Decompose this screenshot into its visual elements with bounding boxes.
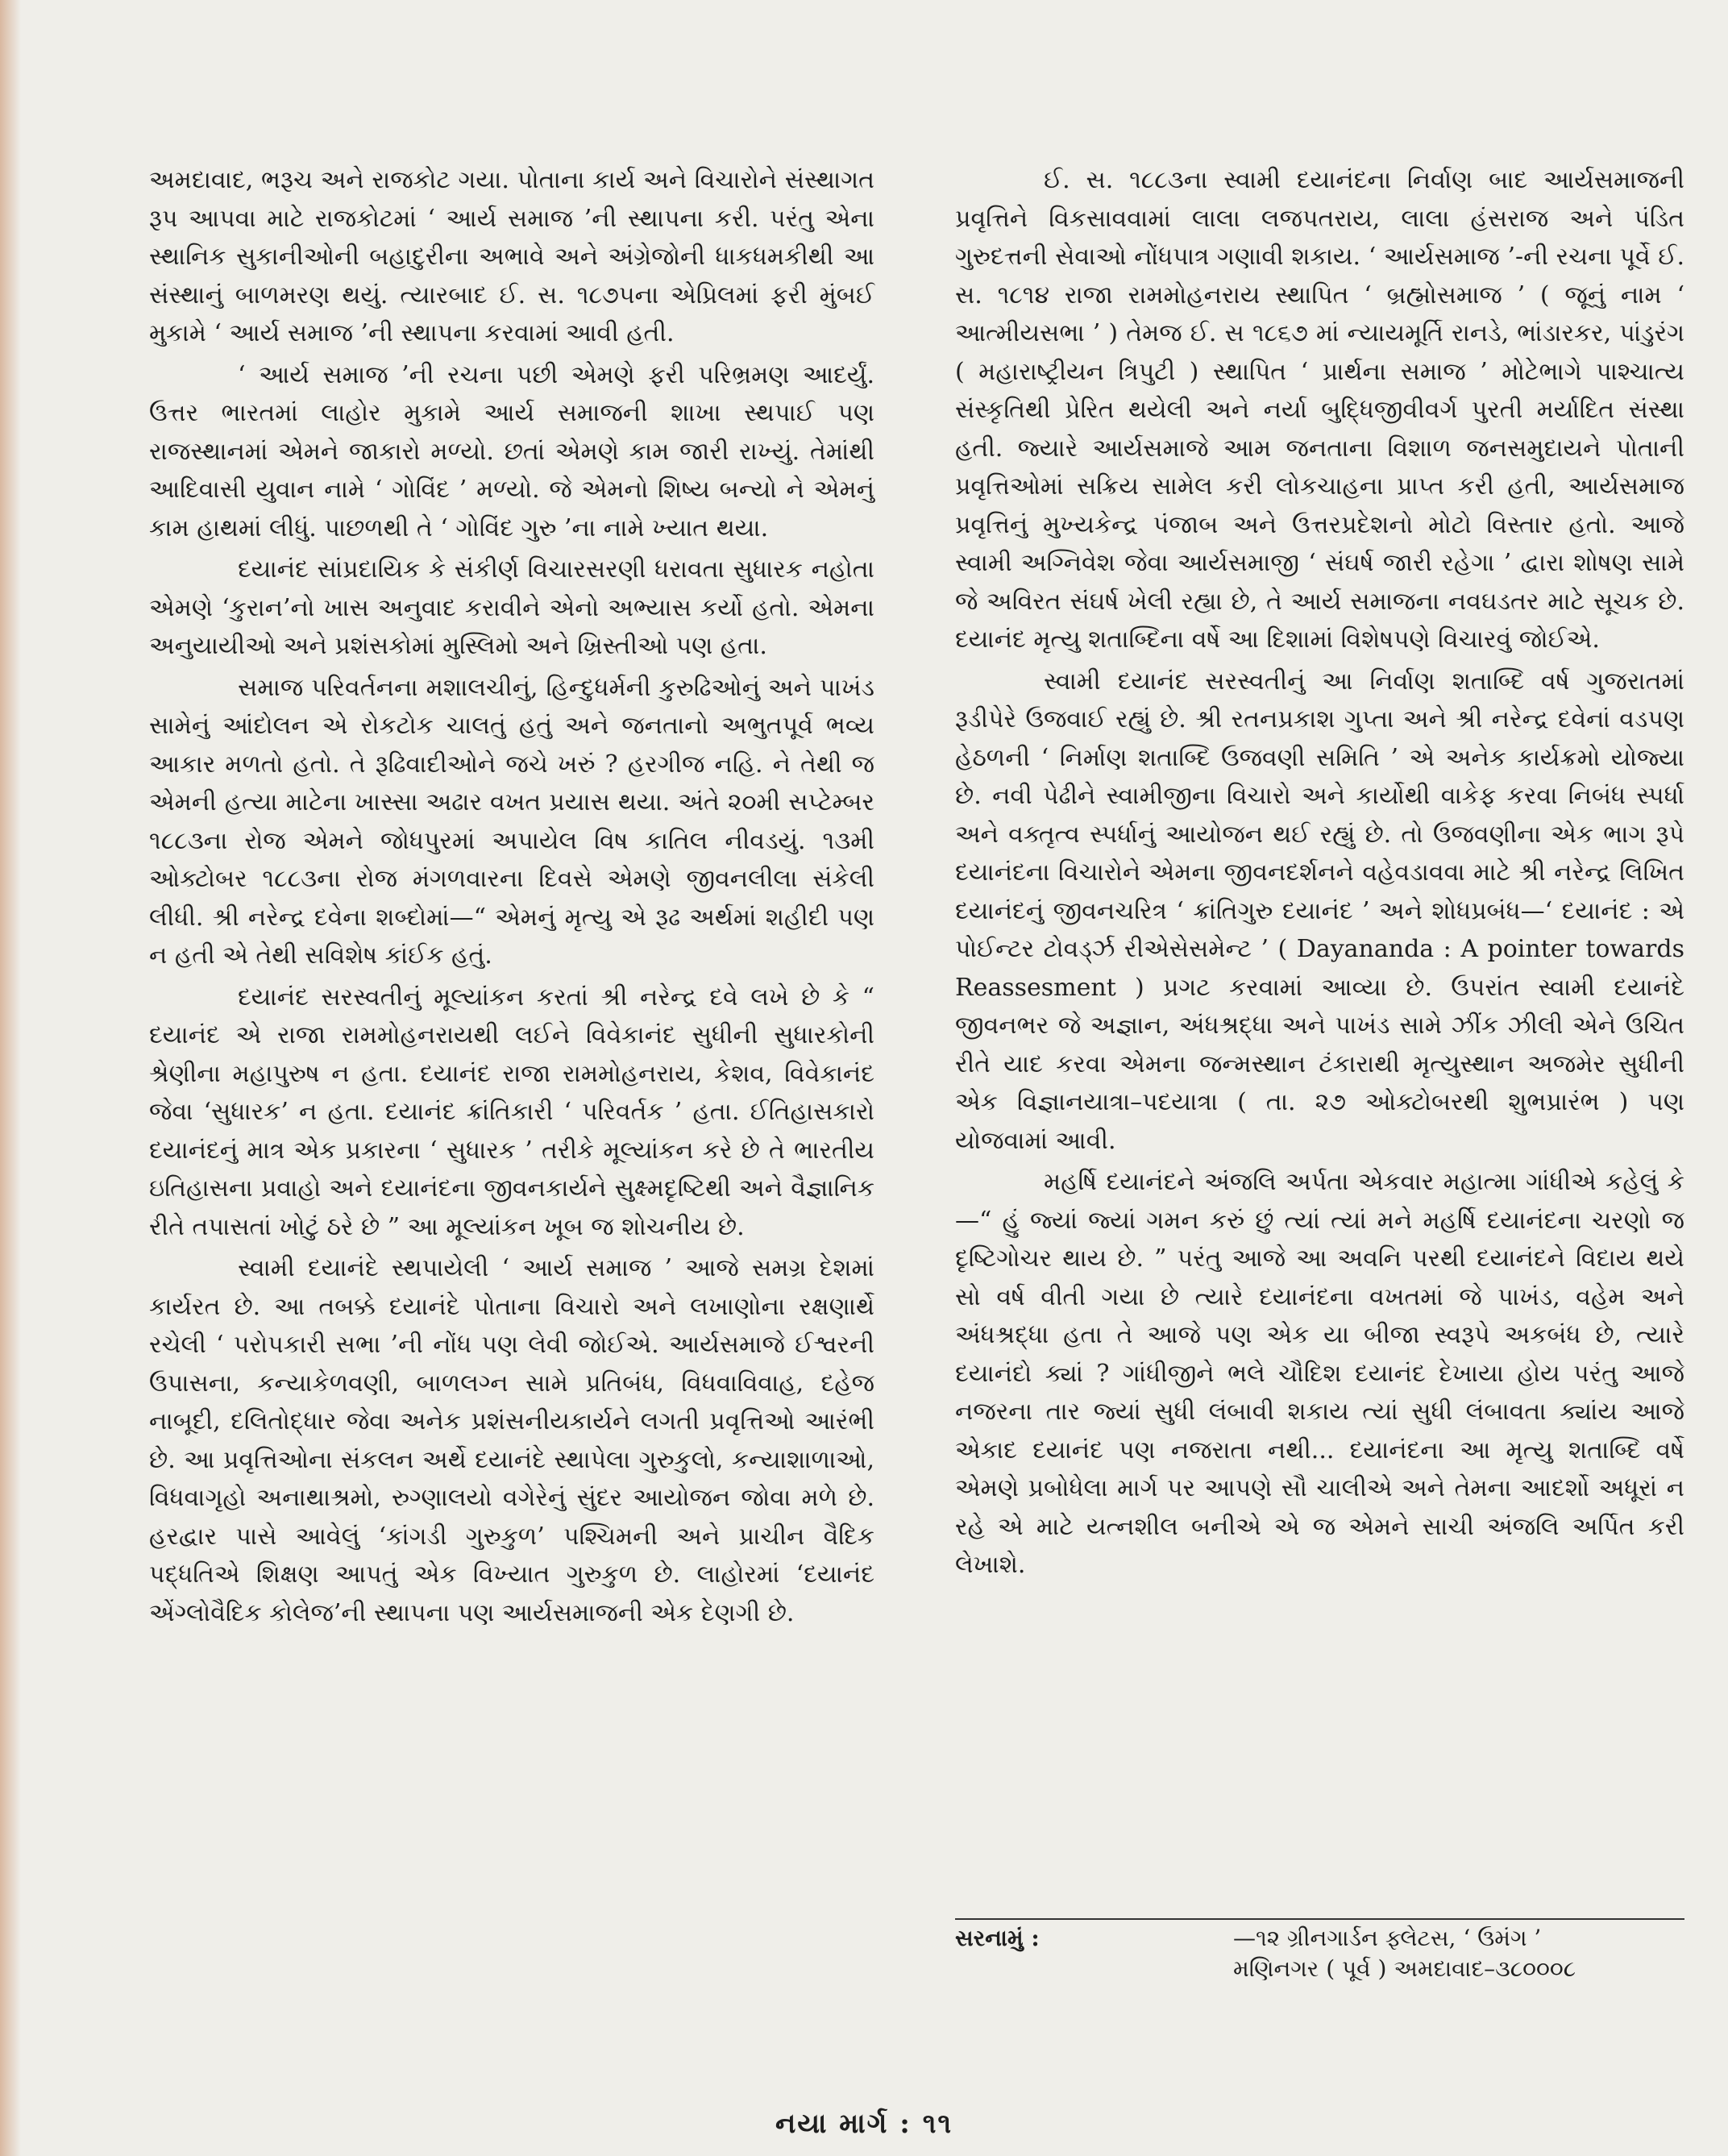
left-paragraph-4: સમાજ પરિવર્તનના મશાલચીનું, હિન્દુધર્મની કુરુઢિઓનું અને પાખંડ સામેનું આંદોલન એ રોકટોક ચાલતું હતું અને જનતાનો અભુતપૂર્વ ભવ્ય આકાર મળતો હતો. તે રૂઢિવાદીઓને જચે ખરું ? હરગીજ નહિ. ને તેથી જ એમની હત્યા માટેના ખાસ્સા અઢાર વખત પ્રયાસ થયા. અંતે ૨૦મી સપ્ટેમ્બર ૧૮૮૩ના રોજ એમને જોધપુરમાં અપાયેલ વિષ કાતિલ નીવડયું. ૧૩મી ઓક્ટોબર ૧૮૮૩ના રોજ મંગળવારના દિવસે એમણે જીવનલીલા સંકેલી લીધી. શ્રી નરેન્દ્ર દવેના શબ્દોમાં—“ એમનું મૃત્યુ એ રૂઢ અર્થમાં શહીદી પણ ન હતી એ તેથી સવિશેષ કાંઈક હતું. [149,673,874,970]
address-label: સરનામું : [955,1925,1040,1951]
right-paragraph-3: મહર્ષિ દયાનંદને અંજલિ અર્પતા એકવાર મહાત્મા ગાંધીએ કહેલું કે—“ હું જ્યાં જ્યાં ગમન કરું છું ત્યાં ત્યાં મને મહર્ષિ દયાનંદના ચરણો જ દૃષ્ટિગોચર થાય છે. ” પરંતુ આજે આ અવનિ પરથી દયાનંદને વિદાય થયે સો વર્ષ વીતી ગયા છે ત્યારે દયાનંદના વખતમાં જે પાખંડ, વહેમ અને અંધશ્રદ્ધા હતા તે આજે પણ એક યા બીજા સ્વરૂપે અકબંધ છે, ત્યારે દયાનંદો ક્યાં ? ગાંધીજીને ભલે ચૌદિશ દયાનંદ દેખાયા હોય પરંતુ આજે નજરના તાર જ્યાં સુધી લંબાવી શકાય ત્યાં સુધી લંબાવતા ક્યાંય આજે એકાદ દયાનંદ પણ નજરાતા નથી... દયાનંદના આ મૃત્યુ શતાબ્દિ વર્ષે એમણે પ્રબોધેલા માર્ગ પર આપણે સૌ ચાલીએ અને તેમના આદર્શો અધૂરાં ન રહે એ માટે યત્નશીલ બનીએ એ જ એમને સાચી અંજલિ અર્પિત કરી લેખાશે. [955,1168,1684,1579]
right-paragraph-2: સ્વામી દયાનંદ સરસ્વતીનું આ નિર્વાણ શતાબ્દિ વર્ષ ગુજરાતમાં રૂડીપેરે ઉજવાઈ રહ્યું છે. શ્રી રતનપ્રકાશ ગુપ્તા અને શ્રી નરેન્દ્ર દવેનાં વડપણ હેઠળની ‘ નિર્માણ શતાબ્દિ ઉજવણી સમિતિ ’ એ અનેક કાર્યક્રમો યોજ્યા છે. નવી પેઢીને સ્વામીજીના વિચારો અને કાર્યોથી વાકેફ કરવા નિબંધ સ્પર્ધા અને વક્તૃત્વ સ્પર્ધાનું આયોજન થઈ રહ્યું છે. તો ઉજવણીના એક ભાગ રૂપે દયાનંદના વિચારોને એમના જીવનદર્શનને વહેવડાવવા માટે શ્રી નરેન્દ્ર લિખિત દયાનંદનું જીવનચરિત્ર ‘ ક્રાંતિગુરુ દયાનંદ ’ અને શોધપ્રબંધ—‘ દયાનંદ : એ પોઈન્ટર ટોવર્ડ્ઝ રીએસેસમેન્ટ ’ ( Dayananda : A pointer towards Reassesment ) પ્રગટ કરવામાં આવ્યા છે. ઉપરાંત સ્વામી દયાનંદે જીવનભર જે અજ્ઞાન, અંધશ્રદ્ધા અને પાખંડ સામે ઝીંક ઝીલી એને ઉચિત રીતે યાદ કરવા એમના જન્મસ્થાન ટંકારાથી મૃત્યુસ્થાન અજમેર સુધીની એક વિજ્ઞાનયાત્રા–પદયાત્રા ( તા. ૨૭ ઓક્ટોબરથી શુભપ્રારંભ ) પણ યોજવામાં આવી. [955,667,1684,1155]
right-column [955,161,1684,1585]
page-footer: નયા માર્ગ : ૧૧ [775,2108,953,2140]
left-paragraph-3: દયાનંદ સાંપ્રદાયિક કે સંકીર્ણ વિચારસરણી ધરાવતા સુધારક નહોતા એમણે ‘કુરાન’નો ખાસ અનુવાદ કરાવીને એનો અભ્યાસ કર્યો હતો. એમના અનુયાયીઓ અને પ્રશંસકોમાં મુસ્લિમો અને ખ્રિસ્તીઓ પણ હતા. [149,555,874,660]
address-line-1: —૧૨ ગ્રીનગાર્ડન ફ્લેટસ, ‘ ઉમંગ ’ [1233,1925,1542,1951]
address-line-2: મણિનગર ( પૂર્વ ) અમદાવાદ–૩૮૦૦૦૮ [1233,1955,1576,1982]
left-paragraph-5: દયાનંદ સરસ્વતીનું મૂલ્યાંકન કરતાં શ્રી નરેન્દ્ર દવે લખે છે કે “ દયાનંદ એ રાજા રામમોહનરાયથી લઈને વિવેકાનંદ સુધીની સુધારકોની શ્રેણીના મહાપુરુષ ન હતા. દયાનંદ રાજા રામમોહનરાય, કેશવ, વિવેકાનંદ જેવા ‘સુધારક’ ન હતા. દયાનંદ ક્રાંતિકારી ‘ પરિવર્તક ’ હતા. ઈતિહાસકારો દયાનંદનું માત્ર એક પ્રકારના ‘ સુધારક ’ તરીકે મૂલ્યાંકન કરે છે તે ભારતીય ઇતિહાસના પ્રવાહો અને દયાનંદના જીવનકાર્યને સુક્ષ્મદૃષ્ટિથી અને વૈજ્ઞાનિક રીતે તપાસતાં ખોટું ઠરે છે ” આ મૂલ્યાંકન ખૂબ જ શોચનીય છે. [149,982,874,1241]
page-edge [0,0,21,2156]
left-column [149,161,874,1632]
left-paragraph-6: સ્વામી દયાનંદે સ્થપાયેલી ‘ આર્ય સમાજ ’ આજે સમગ્ર દેશમાં કાર્યરત છે. આ તબક્કે દયાનંદે પોતાના વિચારો અને લખાણોના રક્ષણાર્થે રચેલી ‘ પરોપકારી સભા ’ની નોંધ પણ લેવી જોઈએ. આર્યસમાજે ઈશ્વરની ઉપાસના, કન્યાકેળવણી, બાળલગ્ન સામે પ્રતિબંધ, વિધવાવિવાહ, દહેજ નાબૂદી, દલિતોદ્ધાર જેવા અનેક પ્રશંસનીયકાર્યને લગતી પ્રવૃત્તિઓ આરંભી છે. આ પ્રવૃત્તિઓના સંકલન અર્થે દયાનંદે સ્થાપેલા ગુરુકુલો, કન્યાશાળાઓ, વિધવાગૃહો અનાથાશ્રમો, રુગ્ણાલયો વગેરેનું સુંદર આયોજન જોવા મળે છે. હરદ્વાર પાસે આવેલું ‘કાંગડી ગુરુકુળ’ પશ્ચિમની અને પ્રાચીન વૈદિક પદ્ધતિએ શિક્ષણ આપતું એક વિખ્યાત ગુરુકુળ છે. લાહોરમાં ‘દયાનંદ એંગ્લોવૈદિક કોલેજ’ની સ્થાપના પણ આર્યસમાજની એક દેણગી છે. [149,1254,874,1627]
right-paragraph-1: ઈ. સ. ૧૮૮૩ના સ્વામી દયાનંદના નિર્વાણ બાદ આર્યસમાજની પ્રવૃત્તિને વિકસાવવામાં લાલા લજપતરાય, લાલા હંસરાજ અને પંડિત ગુરુદત્તની સેવાઓ નોંધપાત્ર ગણાવી શકાય. ‘ આર્યસમાજ ’-ની રચના પૂર્વે ઈ. સ. ૧૮૧૪ રાજા રામમોહનરાય સ્થાપિત ‘ બ્રહ્મોસમાજ ’ ( જૂનું નામ ‘ આત્મીયસભા ’ ) તેમજ ઈ. સ ૧૮૬૭ માં ન્યાયમૂર્તિ રાનડે, ભાંડારકર, પાંડુરંગ ( મહારાષ્ટ્રીયન ત્રિપુટી ) સ્થાપિત ‘ પ્રાર્થના સમાજ ’ મોટેભાગે પાશ્ચાત્ય સંસ્કૃતિથી પ્રેરિત થયેલી અને નર્યા બુદ્ધિજીવીવર્ગ પુરતી મર્યાદિત સંસ્થા હતી. જ્યારે આર્યસમાજે આમ જનતાના વિશાળ જનસમુદાયને પોતાની પ્રવૃત્તિઓમાં સક્રિય સામેલ કરી લોકચાહના પ્રાપ્ત કરી હતી, આર્યસમાજ પ્રવૃત્તિનું મુખ્યકેન્દ્ર પંજાબ અને ઉત્તરપ્રદેશનો મોટો વિસ્તાર હતો. આજે સ્વામી અગ્નિવેશ જેવા આર્યસમાજી ‘ સંઘર્ષ જારી રહેગા ’ દ્વારા શોષણ સામે જે અવિરત સંઘર્ષ ખેલી રહ્યા છે, તે આર્ય સમાજના નવઘડતર માટે સૂચક છે. દયાનંદ મૃત્યુ શતાબ્દિના વર્ષે આ દિશામાં વિશેષપણે વિચારવું જોઈએ. [955,166,1684,654]
left-paragraph-1: અમદાવાદ, ભરૂચ અને રાજકોટ ગયા. પોતાના કાર્ય અને વિચારોને સંસ્થાગત રૂપ આપવા માટે રાજકોટમાં ‘ આર્ય સમાજ ’ની સ્થાપના કરી. પરંતુ એના સ્થાનિક સુકાનીઓની બહાદુરીના અભાવે અને અંગ્રેજોની ધાકધમકીથી આ સંસ્થાનું બાળમરણ થયું. ત્યારબાદ ઈ. સ. ૧૮૭૫ના એપ્રિલમાં ફરી મુંબઈ મુકામે ‘ આર્ય સમાજ ’ની સ્થાપના કરવામાં આવી હતી. [149,166,874,347]
address-block [955,1918,1684,1982]
left-paragraph-2: ‘ આર્ય સમાજ ’ની રચના પછી એમણે ફરી પરિભ્રમણ આદર્યું. ઉત્તર ભારતમાં લાહોર મુકામે આર્ય સમાજની શાખા સ્થપાઈ પણ રાજસ્થાનમાં એમને જાકારો મળ્યો. છતાં એમણે કામ જારી રાખ્યું. તેમાંથી આદિવાસી યુવાન નામે ‘ ગોવિંદ ’ મળ્યો. જે એમનો શિષ્ય બન્યો ને એમનું કામ હાથમાં લીધું. પાછળથી તે ‘ ગોવિંદ ગુરુ ’ના નામે ખ્યાત થયા. [149,360,874,542]
address-lines [1233,1923,1652,1984]
